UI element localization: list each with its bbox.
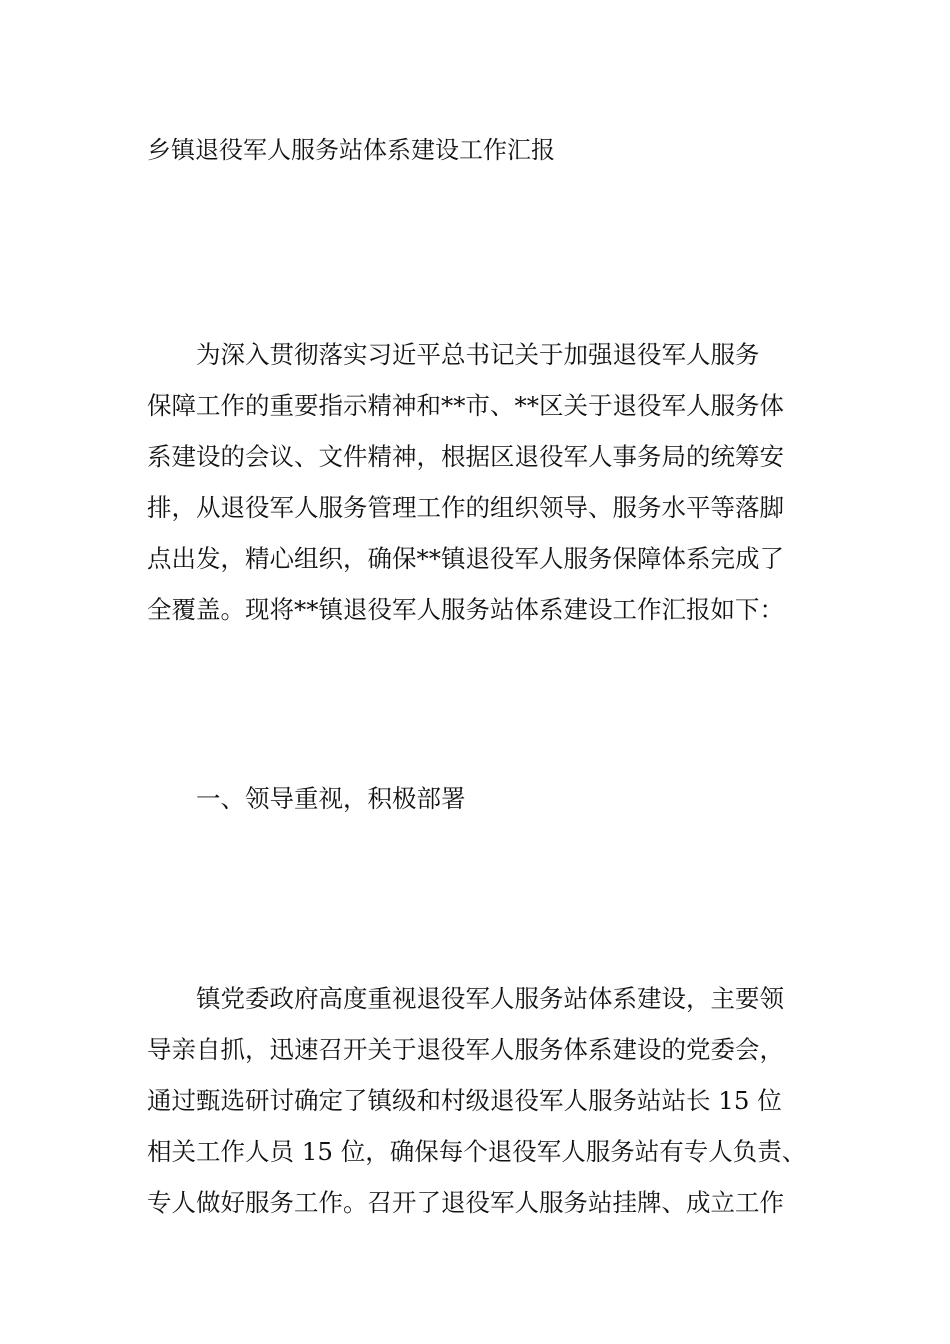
intro-paragraph	[147, 329, 812, 635]
document-title: 乡镇退役军人服务站体系建设工作汇报	[147, 136, 555, 164]
section-heading: 一、领导重视，积极部署	[196, 784, 466, 813]
paragraph-line: 为深入贯彻落实习近平总书记关于加强退役军人服务	[196, 340, 760, 369]
paragraph-line: 镇党委政府高度重视退役军人服务站体系建设，主要领	[196, 984, 784, 1013]
paragraph-line: 保障工作的重要指示精神和**市、**区关于退役军人服务体	[147, 391, 784, 420]
paragraph-line: 排，从退役军人服务管理工作的组织领导、服务水平等落脚	[147, 493, 784, 522]
paragraph-line: 通过甄选研讨确定了镇级和村级退役军人服务站站长 15 位	[147, 1086, 782, 1115]
paragraph-line: 系建设的会议、文件精神，根据区退役军人事务局的统筹安	[147, 442, 784, 471]
paragraph-line: 点出发，精心组织，确保**镇退役军人服务保障体系完成了	[147, 544, 784, 573]
paragraph-line: 导亲自抓，迅速召开关于退役军人服务体系建设的党委会，	[147, 1035, 784, 1064]
paragraph-line: 相关工作人员 15 位，确保每个退役军人服务站有专人负责、	[147, 1137, 807, 1166]
paragraph-line: 全覆盖。现将**镇退役军人服务站体系建设工作汇报如下：	[147, 595, 784, 624]
paragraph-line: 专人做好服务工作。召开了退役军人服务站挂牌、成立工作	[147, 1188, 784, 1217]
section-1-paragraph	[147, 973, 812, 1228]
